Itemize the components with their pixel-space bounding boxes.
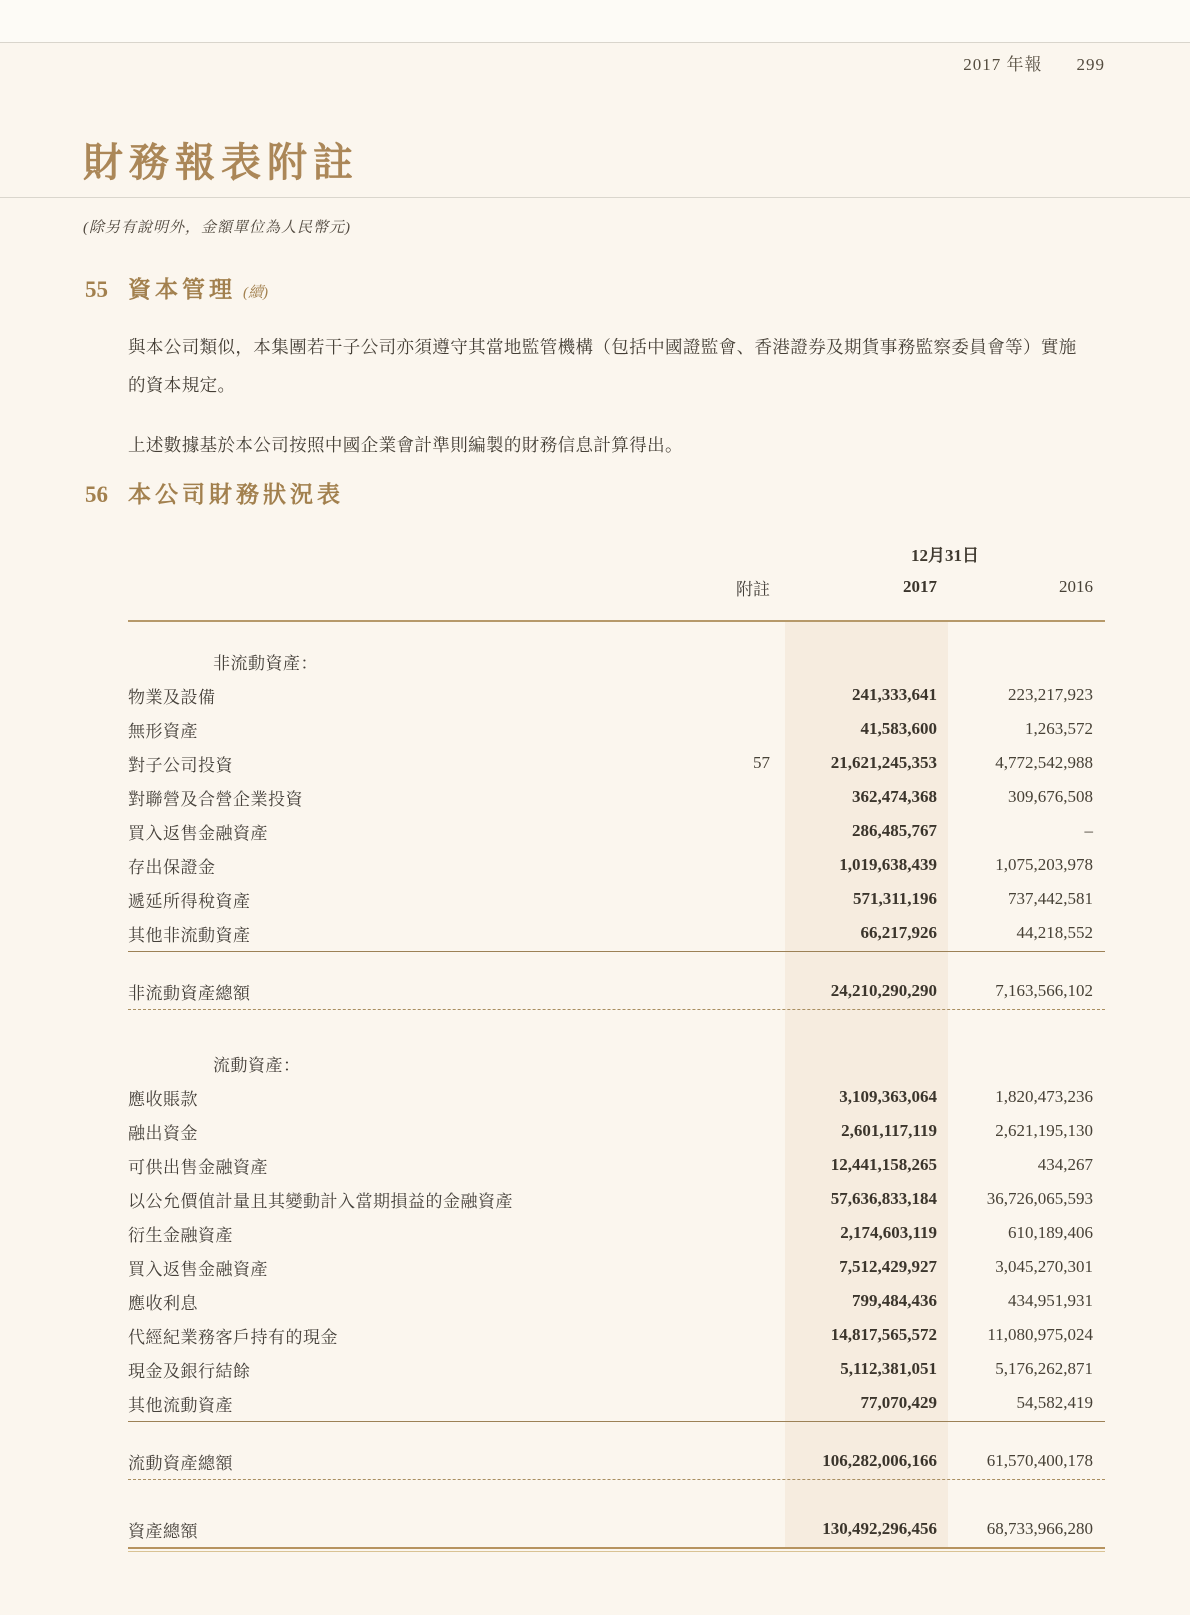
value-2016: 54,582,419	[1016, 1393, 1093, 1412]
double-rule	[128, 1547, 1105, 1552]
total-row	[128, 1512, 1105, 1546]
statement-of-financial-position-table	[128, 536, 1105, 1552]
value-2016: 309,676,508	[1008, 787, 1093, 806]
table-row	[128, 1114, 1105, 1148]
value-2016: 223,217,923	[1008, 685, 1093, 704]
value-2017: 5,112,381,051	[840, 1359, 937, 1378]
value-2016: 610,189,406	[1008, 1223, 1093, 1242]
row-label: 以公允價值計量且其變動計入當期損益的金融資產	[128, 1191, 513, 1211]
section-header-row	[128, 1046, 1105, 1080]
value-2017: 130,492,296,456	[822, 1519, 937, 1538]
top-divider	[0, 0, 1190, 43]
row-note: 57	[753, 753, 770, 772]
row-label: 代經紀業務客戶持有的現金	[128, 1327, 338, 1347]
value-2016: 5,176,262,871	[995, 1359, 1093, 1378]
dashed-rule	[128, 1009, 1105, 1010]
table-row	[128, 1386, 1105, 1420]
value-2017: 24,210,290,290	[830, 981, 937, 1000]
table-row	[128, 678, 1105, 712]
table-row	[128, 1182, 1105, 1216]
table-body	[128, 622, 1105, 1552]
value-2016: 36,726,065,593	[986, 1189, 1093, 1208]
table-row	[128, 882, 1105, 916]
section-56-number: 56	[85, 482, 108, 507]
row-label: 其他非流動資產	[128, 925, 251, 945]
table-row	[128, 916, 1105, 950]
total-row	[128, 974, 1105, 1008]
value-2017: 57,636,833,184	[830, 1189, 937, 1208]
value-2017: 571,311,196	[852, 889, 937, 908]
table-row	[128, 1318, 1105, 1352]
page-header	[963, 50, 1105, 75]
row-label: 融出資金	[128, 1123, 198, 1143]
row-label: 應收利息	[128, 1293, 198, 1313]
value-2016: 11,080,975,024	[987, 1325, 1093, 1344]
value-2017: 241,333,641	[852, 685, 937, 704]
row-label: 非流動資產：	[213, 653, 318, 673]
row-label: 對聯營及合營企業投資	[128, 789, 303, 809]
value-2017: 77,070,429	[860, 1393, 937, 1412]
value-2016: 1,075,203,978	[995, 855, 1093, 874]
section-header-row	[128, 644, 1105, 678]
section-55-continued-label: (續)	[243, 285, 268, 301]
value-2017: 12,441,158,265	[830, 1155, 937, 1174]
row-label: 存出保證金	[128, 857, 216, 877]
value-2017: 66,217,926	[860, 923, 937, 942]
table-row	[128, 814, 1105, 848]
value-2017: 2,601,117,119	[841, 1121, 937, 1140]
value-2017: 14,817,565,572	[830, 1325, 937, 1344]
section-55-number: 55	[85, 277, 108, 302]
row-label: 遞延所得稅資產	[128, 891, 251, 911]
value-2016: 1,263,572	[1025, 719, 1093, 738]
title-divider	[0, 197, 1190, 198]
row-label: 物業及設備	[128, 687, 216, 707]
row-label: 其他流動資產	[128, 1395, 233, 1415]
value-2017: 1,019,638,439	[839, 855, 937, 874]
section-55	[0, 275, 1190, 464]
value-2016: 1,820,473,236	[995, 1087, 1093, 1106]
section-55-paragraph-2: 上述數據基於本公司按照中國企業會計準則編製的財務信息計算得出。	[128, 435, 683, 455]
value-2016: 434,267	[1037, 1155, 1093, 1174]
row-label: 買入返售金融資產	[128, 823, 268, 843]
value-2016: 61,570,400,178	[986, 1451, 1093, 1470]
table-row	[128, 1284, 1105, 1318]
table-row	[128, 712, 1105, 746]
page-number: 299	[1076, 55, 1105, 74]
row-label: 買入返售金融資產	[128, 1259, 268, 1279]
value-2017: 799,484,436	[852, 1291, 937, 1310]
value-2016: 3,045,270,301	[995, 1257, 1093, 1276]
total-row	[128, 1444, 1105, 1478]
table-row	[128, 746, 1105, 780]
section-55-title: 資本管理	[128, 277, 236, 302]
row-label: 現金及銀行結餘	[128, 1361, 251, 1381]
page-title: 財務報表附註	[83, 140, 359, 185]
row-label: 對子公司投資	[128, 755, 233, 775]
section-56	[0, 480, 1190, 1552]
value-2016: –	[1084, 821, 1093, 840]
column-header-row	[128, 570, 1105, 604]
solid-rule	[128, 951, 1105, 952]
column-header-2016: 2016	[1059, 577, 1093, 596]
date-header: 12月31日	[911, 545, 979, 565]
section-55-heading-row	[85, 275, 1190, 308]
value-2017: 7,512,429,927	[839, 1257, 937, 1276]
row-label: 資產總額	[128, 1521, 198, 1541]
value-2016: 4,772,542,988	[995, 753, 1093, 772]
solid-rule	[128, 1421, 1105, 1422]
table-row	[128, 848, 1105, 882]
row-label: 應收賬款	[128, 1089, 198, 1109]
section-56-title: 本公司財務狀況表	[128, 482, 344, 507]
column-header-note: 附註	[736, 579, 770, 599]
row-label: 流動資產：	[213, 1055, 301, 1075]
value-2016: 68,733,966,280	[986, 1519, 1093, 1538]
currency-unit-note: (除另有說明外，金額單位為人民幣元)	[83, 220, 351, 236]
row-label: 衍生金融資產	[128, 1225, 233, 1245]
row-label: 可供出售金融資產	[128, 1157, 268, 1177]
table-row	[128, 1080, 1105, 1114]
value-2017: 286,485,767	[852, 821, 937, 840]
value-2016: 434,951,931	[1008, 1291, 1093, 1310]
column-header-2017: 2017	[903, 577, 937, 596]
report-year-label: 2017 年報	[963, 55, 1043, 74]
row-label: 無形資產	[128, 721, 198, 741]
table-row	[128, 1216, 1105, 1250]
value-2017: 21,621,245,353	[830, 753, 937, 772]
value-2017: 41,583,600	[860, 719, 937, 738]
date-header-row	[128, 536, 1105, 570]
section-55-paragraph-1: 與本公司類似，本集團若干子公司亦須遵守其當地監管機構（包括中國證監會、香港證券及期貨事務監察委員會等）實施的資本規定。	[128, 337, 1077, 395]
table-row	[128, 780, 1105, 814]
value-2017: 362,474,368	[852, 787, 937, 806]
value-2017: 3,109,363,064	[839, 1087, 937, 1106]
value-2016: 2,621,195,130	[995, 1121, 1093, 1140]
table-row	[128, 1148, 1105, 1182]
value-2016: 44,218,552	[1016, 923, 1093, 942]
row-label: 非流動資產總額	[128, 983, 251, 1003]
section-56-heading-row	[85, 480, 1190, 510]
value-2016: 7,163,566,102	[995, 981, 1093, 1000]
row-label: 流動資產總額	[128, 1453, 233, 1473]
value-2017: 2,174,603,119	[840, 1223, 937, 1242]
table-row	[128, 1352, 1105, 1386]
value-2016: 737,442,581	[1008, 889, 1093, 908]
table-row	[128, 1250, 1105, 1284]
dashed-rule	[128, 1479, 1105, 1480]
value-2017: 106,282,006,166	[822, 1451, 937, 1470]
